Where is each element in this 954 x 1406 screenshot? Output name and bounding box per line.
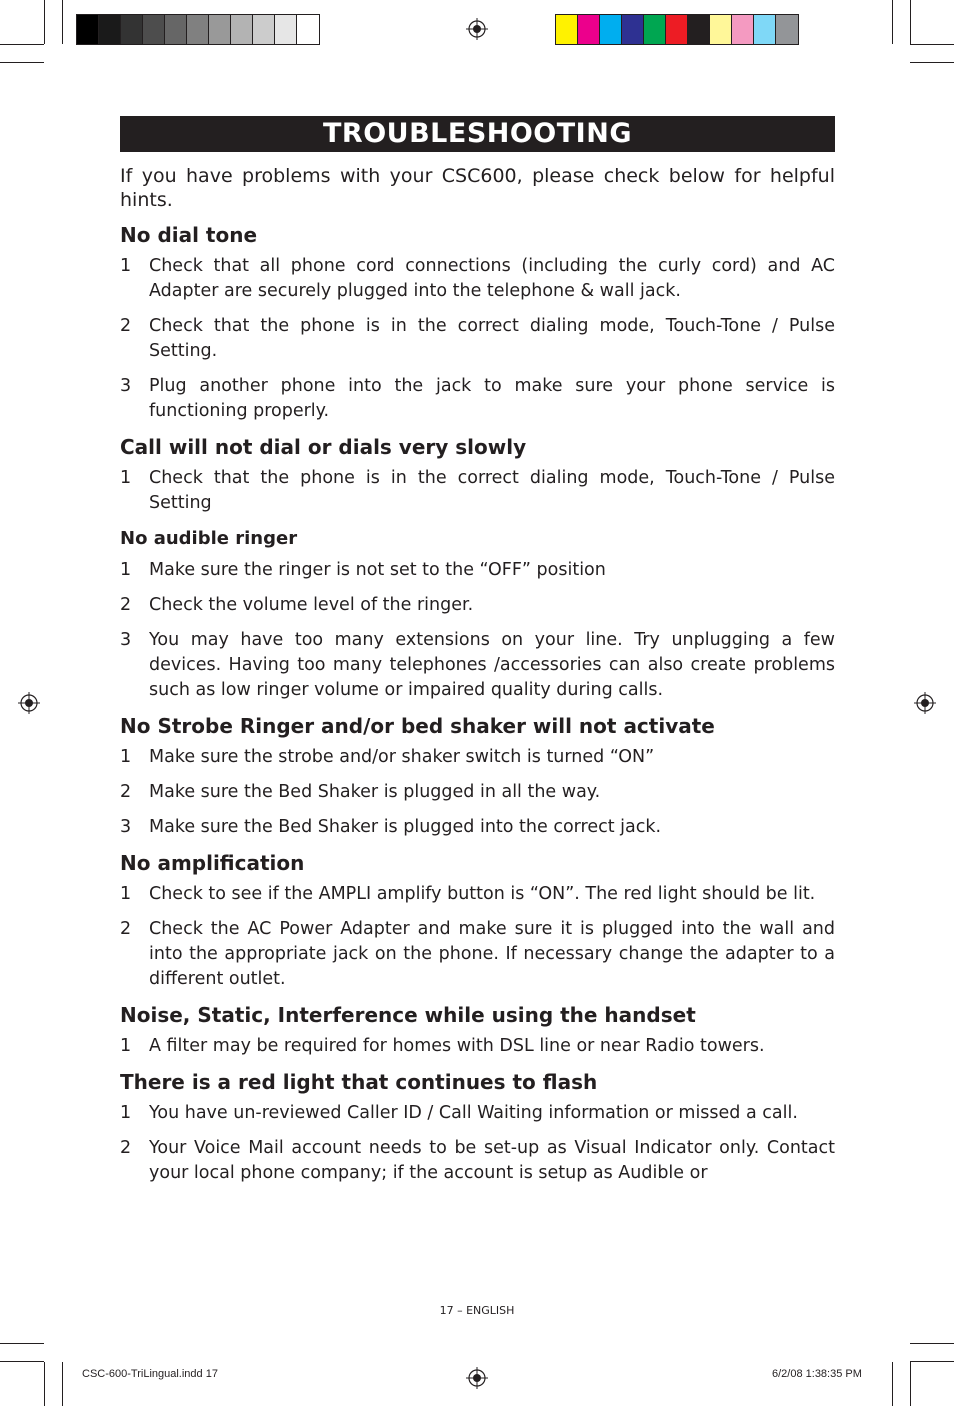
color-swatch — [688, 15, 710, 44]
crop-mark — [910, 1362, 911, 1406]
item-text: Check that the phone is in the correct dialing mode, Touch-Tone / Pulse Setting — [149, 468, 835, 513]
intro-paragraph: If you have problems with your CSC600, please check below for helpful hints. — [120, 165, 835, 211]
registration-mark-icon — [466, 1367, 488, 1389]
color-swatch — [578, 15, 600, 44]
list-item — [120, 1034, 835, 1059]
item-number: 1 — [120, 1103, 132, 1123]
item-number: 1 — [120, 256, 132, 276]
gray-swatch — [121, 15, 143, 44]
crop-mark — [910, 0, 911, 44]
gray-swatch — [99, 15, 121, 44]
gray-swatch — [143, 15, 165, 44]
color-swatch — [622, 15, 644, 44]
item-text: Check that all phone cord connections (including the curly cord) and AC Adapter are securely plugged into the telephone & wall jack. — [149, 256, 835, 301]
item-text: You have un-reviewed Caller ID / Call Waiting information or missed a call. — [149, 1103, 798, 1123]
color-swatch — [556, 15, 578, 44]
section-heading: No dial tone — [120, 223, 258, 247]
section-heading: No audible ringer — [120, 528, 298, 549]
page-title-banner: TROUBLESHOOTING — [120, 116, 835, 152]
list-item — [120, 780, 835, 805]
gray-swatch — [231, 15, 253, 44]
item-number: 1 — [120, 1036, 132, 1056]
gray-swatch — [165, 15, 187, 44]
crop-mark — [0, 1343, 44, 1344]
crop-mark — [910, 44, 954, 45]
item-text: Check to see if the AMPLI amplify button is “ON”. The red light should be lit. — [149, 884, 816, 904]
crop-mark — [0, 1361, 44, 1362]
crop-mark — [892, 0, 893, 44]
gray-swatch — [253, 15, 275, 44]
crop-mark — [892, 1362, 893, 1406]
item-number: 1 — [120, 747, 132, 767]
item-number: 1 — [120, 468, 132, 488]
color-swatch — [710, 15, 732, 44]
crop-mark — [0, 62, 44, 63]
list-item — [120, 466, 835, 516]
item-text: Check the AC Power Adapter and make sure it is plugged into the wall and into the appropriate jack on the phone. If necessary change the adapter to a different outlet. — [149, 919, 835, 989]
grayscale-calibration-bar — [76, 14, 320, 45]
crop-mark — [62, 1362, 63, 1406]
gray-swatch — [77, 15, 99, 44]
item-text: Your Voice Mail account needs to be set-up as Visual Indicator only. Contact your local phone company; if the account is setup as Audible or — [149, 1138, 835, 1183]
item-number: 2 — [120, 782, 132, 802]
list-item — [120, 593, 835, 618]
section-heading: Call will not dial or dials very slowly — [120, 435, 527, 459]
item-text: Make sure the Bed Shaker is plugged into the correct jack. — [149, 817, 662, 837]
color-swatch — [776, 15, 798, 44]
date-slug: 6/2/08 1:38:35 PM — [772, 1368, 862, 1380]
color-swatch — [732, 15, 754, 44]
section-heading: Noise, Static, Interference while using the handset — [120, 1003, 696, 1027]
gray-swatch — [297, 15, 319, 44]
item-number: 1 — [120, 560, 132, 580]
list-item — [120, 314, 835, 364]
item-number: 2 — [120, 1138, 132, 1158]
item-text: Plug another phone into the jack to make sure your phone service is functioning properly. — [149, 376, 835, 421]
list-item — [120, 1101, 835, 1126]
color-swatch — [754, 15, 776, 44]
section-heading: No Strobe Ringer and/or bed shaker will not activate — [120, 714, 715, 738]
item-text: Make sure the strobe and/or shaker switch is turned “ON” — [149, 747, 655, 767]
item-text: Check the volume level of the ringer. — [149, 595, 474, 615]
crop-mark — [44, 0, 45, 44]
section-heading: No amplification — [120, 851, 305, 875]
item-number: 2 — [120, 316, 132, 336]
item-text: You may have too many extensions on your line. Try unplugging a few devices. Having too many telephones /accessories can also create problems such as low ringer volume or impaired quality during calls. — [149, 630, 835, 700]
list-item — [120, 628, 835, 703]
color-swatch — [600, 15, 622, 44]
file-slug: CSC-600-TriLingual.indd 17 — [82, 1368, 218, 1380]
list-item — [120, 374, 835, 424]
color-swatch — [666, 15, 688, 44]
section-heading: There is a red light that continues to flash — [120, 1070, 598, 1094]
page-footer: 17 – ENGLISH — [439, 1304, 515, 1317]
item-number: 2 — [120, 919, 132, 939]
registration-mark-icon — [18, 692, 40, 714]
item-text: Make sure the ringer is not set to the “OFF” position — [149, 560, 606, 580]
color-calibration-bar — [555, 14, 799, 45]
crop-mark — [910, 1361, 954, 1362]
item-number: 1 — [120, 884, 132, 904]
crop-mark — [910, 1343, 954, 1344]
registration-mark-icon — [466, 18, 488, 40]
list-item — [120, 917, 835, 992]
crop-mark — [44, 1362, 45, 1406]
item-number: 3 — [120, 376, 132, 396]
gray-swatch — [209, 15, 231, 44]
item-number: 3 — [120, 630, 132, 650]
list-item — [120, 1136, 835, 1186]
list-item — [120, 882, 835, 907]
item-text: Check that the phone is in the correct dialing mode, Touch-Tone / Pulse Setting. — [149, 316, 835, 361]
crop-mark — [910, 62, 954, 63]
list-item — [120, 815, 835, 840]
list-item — [120, 254, 835, 304]
gray-swatch — [187, 15, 209, 44]
item-text: A filter may be required for homes with DSL line or near Radio towers. — [149, 1036, 765, 1056]
item-text: Make sure the Bed Shaker is plugged in all the way. — [149, 782, 601, 802]
troubleshooting-sections — [120, 223, 835, 1186]
crop-mark — [0, 44, 44, 45]
crop-mark — [62, 0, 63, 44]
item-number: 2 — [120, 595, 132, 615]
color-swatch — [644, 15, 666, 44]
item-number: 3 — [120, 817, 132, 837]
page-content — [120, 116, 835, 1196]
list-item — [120, 745, 835, 770]
registration-mark-icon — [914, 692, 936, 714]
gray-swatch — [275, 15, 297, 44]
list-item — [120, 558, 835, 583]
